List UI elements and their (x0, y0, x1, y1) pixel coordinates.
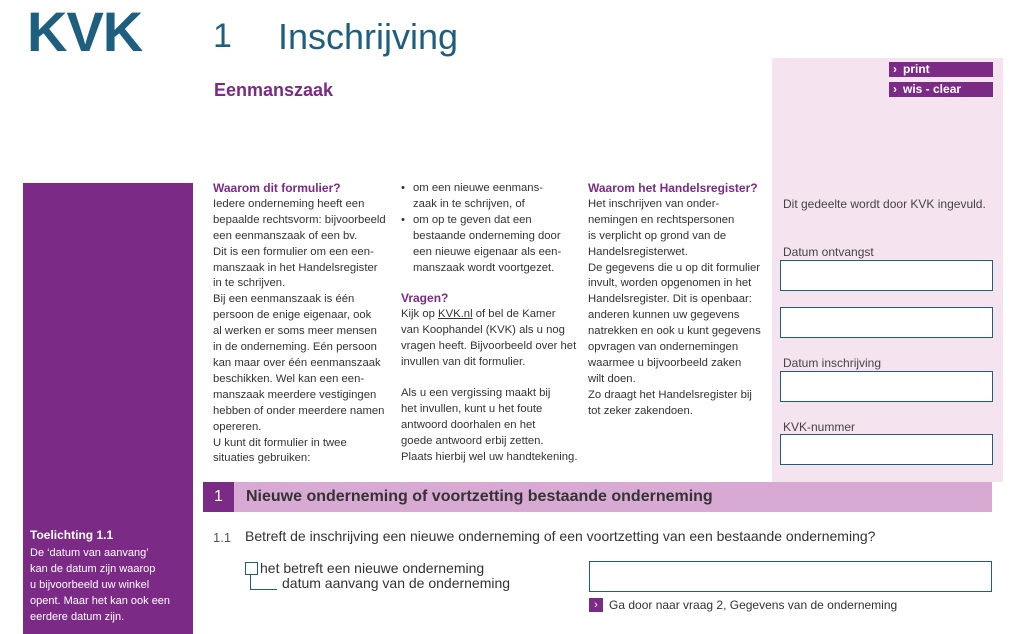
start-date-field[interactable] (589, 561, 992, 592)
date-received-label: Datum ontvangst (783, 245, 874, 259)
col3-line: Het inschrijven van onder- (588, 197, 720, 210)
col1-line: een eenmanszaak of een bv. (213, 229, 358, 242)
tip-line: opent. Maar het kan ook een (30, 595, 171, 607)
date-received-field[interactable] (780, 260, 993, 291)
date-registration-field[interactable] (780, 371, 993, 402)
col3-line: Handelsregister. Dit is openbaar: (588, 293, 752, 306)
questions-line: invullen van dit formulier. (401, 356, 526, 369)
tip-line: eerdere datum zijn. (30, 611, 125, 623)
col1-line: manszaak meerdere vestigingen (213, 388, 377, 401)
intro-column-3 (588, 181, 770, 420)
date-received-extra-field[interactable] (780, 307, 993, 338)
option-connector-line (250, 575, 277, 590)
page-title: Inschrijving (278, 16, 459, 57)
new-business-checkbox[interactable] (245, 562, 258, 575)
mistake-line: goede antwoord erbij zetten. (401, 434, 544, 447)
tip-heading: Toelichting 1.1 (30, 528, 114, 542)
col3-line: opvragen van ondernemingen (588, 341, 739, 354)
new-business-option-label: het betreft een nieuwe onderneming (260, 560, 485, 576)
col3-line: invult, worden opgenomen in het (588, 277, 752, 290)
list-item (413, 213, 581, 277)
intro-column-2 (401, 181, 581, 466)
tip-line: De ‘datum van aanvang’ (30, 547, 149, 559)
question-number: 1.1 (213, 530, 232, 545)
bullet-line: • om een nieuwe eenmans- (413, 182, 543, 194)
col3-line: is verplicht op grond van de (588, 229, 727, 242)
col3-line: anderen kunnen uw gegevens (588, 309, 740, 322)
col1-line: al werken er soms meer mensen (213, 325, 377, 338)
situations-list (401, 181, 581, 276)
questions-line: vragen heeft. Bijvoorbeeld over het (401, 340, 577, 353)
col1-line: Bij een eenmanszaak is één (213, 293, 355, 306)
clear-label: wis - clear (903, 82, 962, 96)
col1-line: opereren. (213, 420, 262, 433)
questions-post: of bel de Kamer (472, 308, 556, 321)
col1-line: in de onderneming. Eén persoon (213, 341, 377, 354)
col3-line: wilt doen. (588, 372, 636, 385)
col1-line: persoon de enige eigenaar, ook (213, 309, 372, 322)
col1-line: hebben of onder meerdere namen (213, 404, 385, 417)
tip-line: kan de datum zijn waarop (30, 563, 156, 575)
intro-column-1 (213, 181, 393, 467)
col3-line: waarmee u bijvoorbeeld zaken (588, 356, 742, 369)
tip-body (30, 545, 190, 625)
col1-line: beschikken. Wel kan een een- (213, 372, 365, 385)
section-number: 1 (203, 482, 234, 512)
office-use-note: Dit gedeelte wordt door KVK ingevuld. (783, 197, 986, 211)
why-register-heading: Waarom het Handelsregister? (588, 181, 758, 195)
col3-line: Handelsregisterwet. (588, 245, 688, 258)
arrow-right-icon: › (589, 598, 603, 612)
clear-button[interactable] (889, 82, 993, 97)
bullet-line: bestaande onderneming door (413, 229, 561, 242)
section-title: Nieuwe onderneming of voortzetting bestaande onderneming (246, 488, 713, 505)
print-button[interactable] (889, 62, 993, 77)
questions-line: van Koophandel (KVK) als u nog (401, 324, 565, 337)
col1-line: U kunt dit formulier in twee (213, 436, 347, 449)
questions-heading: Vragen? (401, 291, 449, 306)
col1-line: Dit is een formulier om een een- (213, 245, 374, 258)
kvk-website-link[interactable]: KVK.nl (438, 308, 473, 321)
date-registration-label: Datum inschrijving (783, 356, 882, 370)
col1-line: in te schrijven. (213, 277, 286, 290)
col1-line: bepaalde rechtsvorm: bijvoorbeeld (213, 213, 386, 226)
col3-line: De gegevens die u op dit formulier (588, 261, 761, 274)
col3-line: natrekken en ook u kunt gegevens (588, 325, 761, 338)
col1-line: Iedere onderneming heeft een (213, 197, 365, 210)
kvk-logo: KVK (27, 0, 143, 63)
col1-line: kan maar over één eenmanszaak (213, 356, 381, 369)
why-form-heading: Waarom dit formulier? (213, 181, 341, 195)
questions-line (401, 307, 581, 323)
kvk-number-field[interactable] (780, 434, 993, 465)
print-label: print (903, 62, 930, 76)
col1-line: manszaak in het Handelsregister (213, 261, 378, 274)
form-subtitle: Eenmanszaak (214, 80, 334, 100)
bullet-line: een nieuwe eigenaar als een- (413, 245, 562, 258)
goto-instruction: Ga door naar vraag 2, Gegevens van de onderneming (609, 598, 898, 612)
bullet-line: manszaak wordt voortgezet. (413, 261, 555, 274)
bullet-line: zaak in te schrijven, of (413, 197, 525, 210)
list-item (413, 181, 581, 213)
kvk-number-label: KVK-nummer (783, 420, 856, 434)
question-text: Betreft de inschrijving een nieuwe onderneming of een voortzetting van een bestaande onderneming? (245, 528, 876, 544)
start-date-label: datum aanvang van de onderneming (282, 575, 511, 591)
mistake-line: Plaats hierbij wel uw handtekening. (401, 450, 578, 463)
col3-line: tot zeker zakendoen. (588, 404, 693, 417)
col3-line: Zo draagt het Handelsregister bij (588, 388, 752, 401)
chevron-right-icon: › (893, 62, 897, 76)
mistake-line: het invullen, kunt u het foute (401, 402, 543, 415)
bullet-line: • om op te geven dat een (413, 213, 532, 226)
mistake-line: Als u een vergissing maakt bij (401, 386, 551, 399)
questions-pre: Kijk op (401, 308, 439, 321)
chevron-right-icon: › (893, 82, 897, 96)
tip-line: u bijvoorbeeld uw winkel (30, 579, 150, 591)
mistake-line: antwoord doorhalen en het (401, 418, 536, 431)
form-number: 1 (213, 17, 232, 55)
col3-line: nemingen en rechtspersonen (588, 213, 735, 226)
col1-line: situaties gebruiken: (213, 452, 311, 465)
